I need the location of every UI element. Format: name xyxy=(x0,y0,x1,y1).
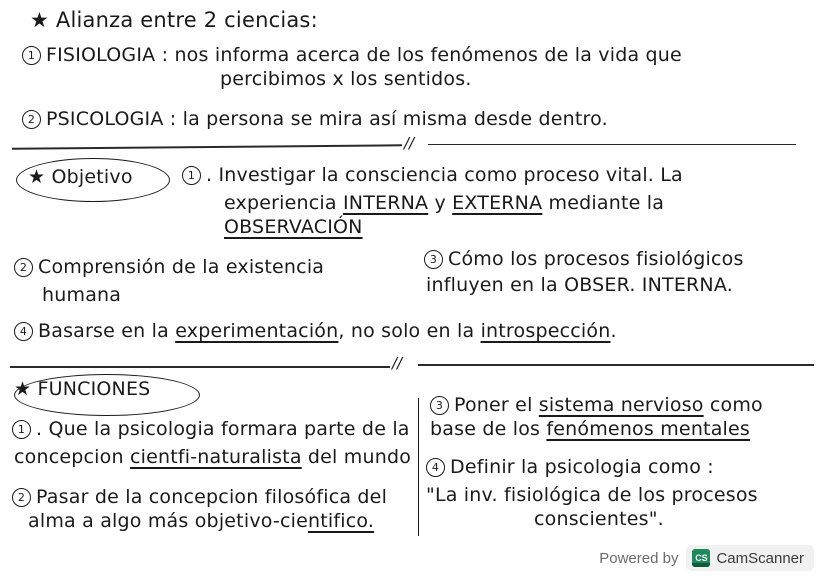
number-circle-2: 2 xyxy=(22,110,41,129)
divider-line xyxy=(12,144,402,149)
camscanner-logo-icon xyxy=(692,549,710,567)
text: mediante la xyxy=(542,192,665,214)
number-circle-2: 2 xyxy=(14,258,33,277)
funciones-item-text: . Que la psicologia formara parte de la xyxy=(36,418,410,440)
logo-text: CS xyxy=(695,553,708,563)
text: como xyxy=(703,394,763,416)
funciones-item-2-line2 xyxy=(28,510,374,532)
objetivo-item-3-line2: influyen en la OBSER. INTERNA. xyxy=(426,274,733,296)
intro-item-label: PSICOLOGIA : xyxy=(46,108,177,130)
text: del mundo xyxy=(301,446,412,468)
objetivo-item-2 xyxy=(14,256,324,278)
number-circle-1: 1 xyxy=(182,166,201,185)
objetivo-item-1-line2 xyxy=(224,192,664,214)
intro-item-text: nos informa acerca de los fenómenos de la vida que xyxy=(174,44,682,66)
text: Poner el xyxy=(454,394,539,416)
underlined-term: sistema nervioso xyxy=(538,394,704,416)
divider-line xyxy=(10,366,390,368)
funciones-title: FUNCIONES xyxy=(37,378,151,400)
underlined-term: fenómenos mentales xyxy=(546,418,751,440)
objetivo-item-text: Cómo los procesos fisiológicos xyxy=(448,248,744,270)
camscanner-watermark xyxy=(599,545,814,571)
text: experiencia xyxy=(224,192,343,214)
funciones-item-3-line2 xyxy=(430,418,750,440)
text: alma a algo más objetivo-cie xyxy=(28,510,309,532)
intro-item-2 xyxy=(22,108,608,130)
underlined-term: INTERNA xyxy=(342,192,429,214)
text: base de los xyxy=(430,418,547,440)
text: . xyxy=(610,320,617,342)
intro-item-label: FISIOLOGIA : xyxy=(46,44,169,66)
intro-title: Alianza entre 2 ciencias: xyxy=(55,8,318,32)
funciones-item-1-line2 xyxy=(14,446,411,468)
objetivo-item-1 xyxy=(182,164,683,186)
brand-name: CamScanner xyxy=(716,549,804,567)
objetivo-item-4 xyxy=(14,320,617,342)
column-separator xyxy=(418,398,419,536)
divider-line xyxy=(428,144,796,145)
underlined-term: introspección xyxy=(480,320,611,342)
star-icon: ★ xyxy=(28,166,46,188)
star-icon: ★ xyxy=(30,8,50,32)
funciones-item-4 xyxy=(426,456,714,478)
intro-item-text: la persona se mira así misma desde dentro. xyxy=(182,108,608,130)
number-circle-3: 3 xyxy=(424,250,443,269)
powered-by-label: Powered by xyxy=(599,549,679,567)
number-circle-1: 1 xyxy=(12,420,31,439)
divider-mark: // xyxy=(392,354,403,372)
funciones-item-1 xyxy=(12,418,410,440)
objetivo-item-3 xyxy=(424,248,744,270)
divider-line xyxy=(418,364,814,366)
objetivo-heading xyxy=(28,166,133,188)
intro-item-1 xyxy=(22,44,682,66)
intro-heading xyxy=(30,8,318,32)
funciones-item-text: Pasar de la concepcion filosófica del xyxy=(36,486,388,508)
funciones-item-4-line3: conscientes". xyxy=(534,508,664,530)
funciones-item-4-line2: "La inv. fisiológica de los procesos xyxy=(426,484,758,506)
intro-item-1-cont: percibimos x los sentidos. xyxy=(220,68,472,90)
objetivo-title: Objetivo xyxy=(51,166,133,188)
text: concepcion xyxy=(14,446,130,468)
objetivo-item-2-line2: humana xyxy=(42,284,122,306)
funciones-item-2 xyxy=(12,486,387,508)
number-circle-2: 2 xyxy=(12,488,31,507)
objetivo-item-text: Comprensión de la existencia xyxy=(38,256,325,278)
objetivo-item-1-line3: OBSERVACIÓN xyxy=(224,216,363,238)
underlined-term: experimentación xyxy=(175,320,339,342)
divider-mark: // xyxy=(404,134,415,152)
number-circle-4: 4 xyxy=(14,322,33,341)
number-circle-4: 4 xyxy=(426,458,445,477)
number-circle-1: 1 xyxy=(22,46,41,65)
underlined-term: ntifico. xyxy=(308,510,375,532)
text: Basarse en la xyxy=(38,320,176,342)
funciones-item-3 xyxy=(430,394,763,416)
camscanner-badge xyxy=(686,545,814,571)
text: , no solo en la xyxy=(338,320,481,342)
number-circle-3: 3 xyxy=(430,396,449,415)
objetivo-item-text: . Investigar la consciencia como proceso vital. La xyxy=(206,164,683,186)
underlined-term: EXTERNA xyxy=(452,192,543,214)
funciones-heading xyxy=(14,378,150,400)
star-icon: ★ xyxy=(14,378,32,400)
underlined-term: cientfi-naturalista xyxy=(129,446,302,468)
text: y xyxy=(428,192,453,214)
funciones-item-text: Definir la psicologia como : xyxy=(450,456,714,478)
